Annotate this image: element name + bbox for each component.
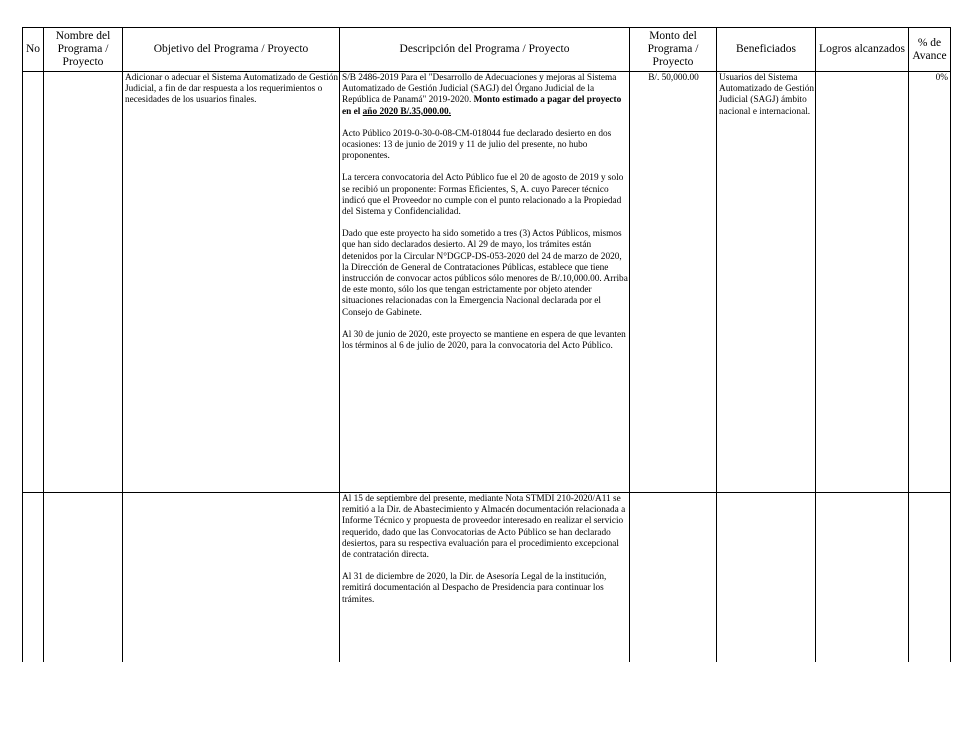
avance-value: 0% <box>935 73 948 83</box>
descripcion-paragraph: Acto Público 2019-0-30-0-08-CM-018044 fue declarado desierto en dos ocasiones: 13 de junio de 2019 y 11 de julio del presente, no hubo proponentes. <box>342 128 612 162</box>
header-descripcion: Descripción del Programa / Proyecto <box>340 28 630 72</box>
monto-estimado-label: Monto estimado a pagar del proyecto en el <box>342 95 622 117</box>
beneficiados-text: Usuarios del Sistema Automatizado de Gestión Judicial (SAGJ) ámbito nacional e internacional. <box>719 73 815 117</box>
descripcion-paragraph: Al 30 de junio de 2020, este proyecto se mantiene en espera de que levanten los términos al 6 de julio de 2020, para la convocatoria del Acto Público. <box>342 329 626 352</box>
header-row <box>23 28 951 72</box>
header-no: No <box>23 28 44 72</box>
descripcion-paragraph: La tercera convocatoria del Acto Público fue el 20 de agosto de 2019 y solo se recibió un proponente: Formas Eficientes, S, A. cuyo Parecer técnico indicó que el Proveedor no cumple con el punto relacionado a la Propiedad del Sistema y Confidencialidad. <box>342 173 624 218</box>
cell-nombre <box>44 493 123 662</box>
cell-logros <box>816 72 909 493</box>
header-nombre: Nombre del Programa / Proyecto <box>44 28 123 72</box>
cell-beneficiados <box>717 493 816 662</box>
cell-monto <box>630 493 717 662</box>
descripcion-paragraph: Al 15 de septiembre del presente, mediante Nota STMDI 210-2020/A11 se remitió a la Dir. de Abastecimiento y Almacén documentación relacionada a Informe Técnico y propuesta de proveedor interesado en realizar el servicio requerido, dado que las Convocatorias de Acto Público se han declarado desiertos, para su respectiva evaluación para el procedimiento excepcional de contratación directa. <box>342 494 626 561</box>
header-beneficiados: Beneficiados <box>717 28 816 72</box>
cell-beneficiados <box>717 72 816 493</box>
header-monto: Monto del Programa / Proyecto <box>630 28 717 72</box>
header-logros: Logros alcanzados <box>816 28 909 72</box>
cell-descripcion <box>340 72 630 493</box>
table-row <box>23 72 951 493</box>
cell-avance <box>909 493 951 662</box>
cell-no <box>23 493 44 662</box>
descripcion-paragraph: Al 31 de diciembre de 2020, la Dir. de Asesoría Legal de la institución, remitirá documentación al Despacho de Presidencia para continuar los trámites. <box>342 572 607 605</box>
monto-estimado-value: año 2020 B/.35,000.00. <box>362 106 451 117</box>
cell-no <box>23 72 44 493</box>
monto-value: B/. 50,000.00 <box>648 73 699 83</box>
table-row <box>23 493 951 662</box>
cell-logros <box>816 493 909 662</box>
cell-objetivo <box>123 72 340 493</box>
cell-avance <box>909 72 951 493</box>
descripcion-paragraph <box>342 73 628 118</box>
descripcion-intro: S/B 2486-2019 Para el "Desarrollo de Adecuaciones y mejoras al Sistema Automatizado de Gestión Judicial (SAGJ) del Órgano Judicial de la República de Panamá" 2019-2020. <box>342 73 617 106</box>
descripcion-paragraph: Dado que este proyecto ha sido sometido a tres (3) Actos Públicos, mismos que han sido declarados desierto. Al 29 de mayo, los trámites están detenidos por la Circular N°DGCP-DS-053-2020 del 24 de marzo de 2020, la Dirección de General de Contrataciones Públicas, establece que tiene instrucción de convocar actos públicos sólo menores de B/.10,000.00. Arriba de este monto, sólo los que tengan estrictamente por objeto atender situaciones relacionadas con la Emergencia Nacional declarada por el Consejo de Gabinete. <box>342 229 628 318</box>
cell-monto <box>630 72 717 493</box>
objetivo-text: Adicionar o adecuar el Sistema Automatizado de Gestión Judicial, a fin de dar respuesta a los requerimientos o necesidades de los usuarios finales. <box>125 73 338 106</box>
header-avance: % de Avance <box>909 28 951 72</box>
header-objetivo: Objetivo del Programa / Proyecto <box>123 28 340 72</box>
cell-nombre <box>44 72 123 493</box>
cell-objetivo <box>123 493 340 662</box>
cell-descripcion <box>340 493 630 662</box>
projects-table <box>22 27 951 662</box>
